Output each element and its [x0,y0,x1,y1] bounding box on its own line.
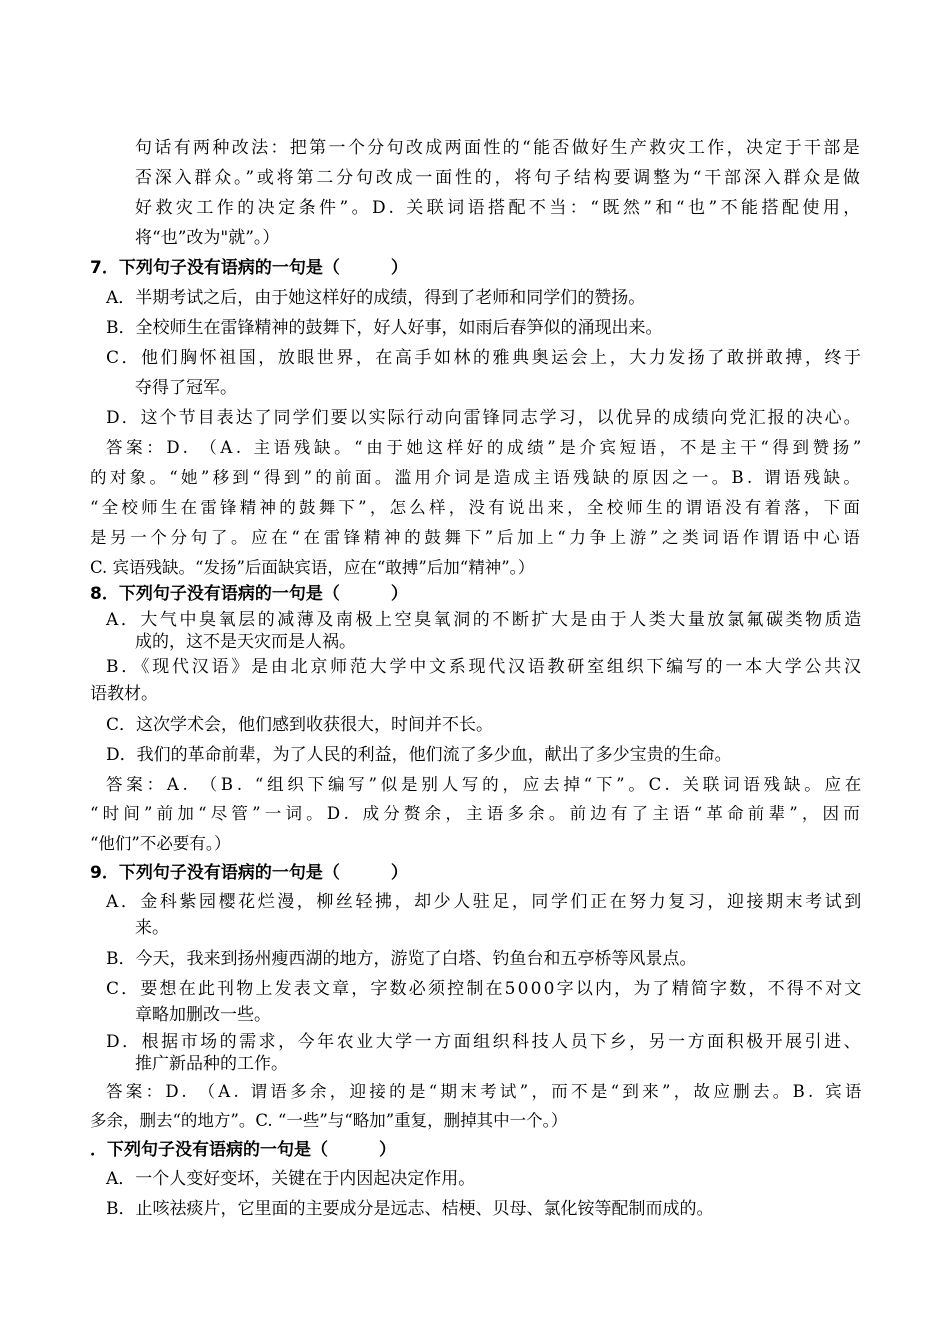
answer-line: 答案：A. （B. “组织下编写”似是别人写的，应去掉“下”。C. 关联词语残缺。应在 [106,775,866,794]
answer-line: 答案：D. （A. 谓语多余，迎接的是“期末考试”，而不是“到来”，故应删去。B. 宾语 [106,1082,865,1101]
option-line: D．根据市场的需求，今年农业大学一方面组织科技人员下乡，另一方面积极开展引进、 [106,1032,864,1052]
option-line: 推广新品种的工作。 [135,1054,288,1074]
intro-line: 将“也”改为"就”。） [135,228,280,248]
intro-line: 否深入群众。”或将第二分句改成一面性的，将句子结构要调整为“干部深入群众是做 [135,168,863,188]
answer-line: C. 宾语残缺。“发扬”后面缺宾语，应在“敢搏”后加“精神”。） [90,558,535,577]
option-line: 来。 [135,918,169,938]
option-line: A．一个人变好变坏，关键在于内因起决定作用。 [106,1169,476,1189]
option-line: A．半期考试之后，由于她这样好的成绩，得到了老师和同学们的赞扬。 [106,288,646,308]
option-line: C．他们胸怀祖国，放眼世界，在高手如林的雅典奥运会上，大力发扬了敢拼敢搏，终于 [106,348,864,368]
answer-line: 的对象。“她”移到“得到”的前面。滥用介词是造成主语残缺的原因之一。B. 谓语残缺。 [90,468,864,487]
answer-line: 是另一个分句了。应在“在雷锋精神的鼓舞下”后加上“力争上游”之类词语作谓语中心语 [90,528,864,547]
option-line: D．这个节目表达了同学们要以实际行动向雷锋同志学习，以优异的成绩向党汇报的决心。 [106,408,863,428]
option-line: B．止咳祛痰片，它里面的主要成分是远志、桔梗、贝母、氯化铵等配制而成的。 [106,1199,714,1219]
answer-line: 多余，删去“的地方”。C. “一些”与“略加”重复，删掉其中一个。） [90,1111,568,1130]
option-line: C．要想在此刊物上发表文章，字数必须控制在5000字以内，为了精简字数，不得不对文 [106,979,864,999]
option-line: C．这次学术会，他们感到收获很大，时间并不长。 [106,715,494,735]
answer-line: “全校师生在雷锋精神的鼓舞下”，怎么样，没有说出来，全校师生的谓语没有着落，下面 [90,498,864,517]
question-title: 8．下列句子没有语病的一句是（ ） [90,584,408,604]
option-line: B．全校师生在雷锋精神的鼓舞下，好人好事，如雨后春笋似的涌现出来。 [106,318,663,338]
option-line: 章略加删改一些。 [135,1005,271,1025]
option-line: B．今天，我来到扬州瘦西湖的地方，游览了白塔、钓鱼台和五亭桥等风景点。 [106,949,697,969]
answer-line: “时间”前加“尽管”一词。D. 成分赘余，主语多余。前边有了主语“革命前辈”，因而 [90,804,864,823]
option-line: 夺得了冠军。 [135,378,237,398]
answer-line: 答案：D. （A. 主语残缺。“由于她这样好的成绩”是介宾短语，不是主干“得到赞扬” [106,438,865,457]
question-title: ．下列句子没有语病的一句是（ ） [90,1140,396,1160]
option-line: 语教材。 [90,684,158,704]
intro-line: 句话有两种改法：把第一个分句改成两面性的“能否做好生产救灾工作，决定于干部是 [135,138,863,158]
option-line: D．我们的革命前辈，为了人民的利益，他们流了多少血，献出了多少宝贵的生命。 [106,745,732,765]
option-line: 成的，这不是天灾而是人祸。 [135,632,356,652]
question-title: 9．下列句子没有语病的一句是（ ） [90,863,408,883]
option-line: A．大气中臭氧层的减薄及南极上空臭氧洞的不断扩大是由于人类大量放氯氟碳类物质造 [106,610,864,630]
option-line: B．《现代汉语》是由北京师范大学中文系现代汉语教研室组织下编写的一本大学公共汉 [106,657,864,677]
answer-line: “他们”不必要有。） [90,834,231,853]
option-line: A．金科紫园樱花烂漫，柳丝轻拂，却少人驻足，同学们正在努力复习，迎接期末考试到 [106,892,864,912]
intro-line: 好救灾工作的决定条件”。D. 关联词语搭配不当：“既然”和“也”不能搭配使用， [135,198,864,218]
question-title: 7．下列句子没有语病的一句是（ ） [90,258,408,278]
